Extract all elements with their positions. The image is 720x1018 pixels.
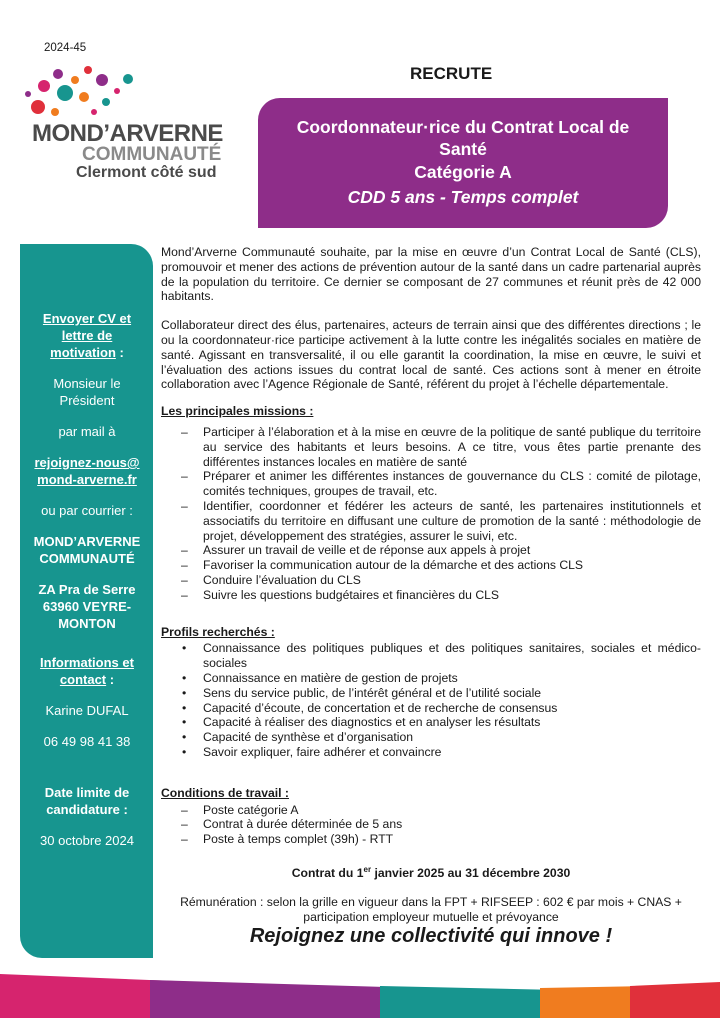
by-mail-label: par mail à xyxy=(58,424,116,439)
deadline-heading: Date limite de candidature : xyxy=(44,785,130,817)
remuneration: Rémunération : selon la grille en vigueur dans la FPT + RIFSEEP : 602 € par mois + CNAS + participation employeur mutuelle et prévoyance xyxy=(180,894,682,924)
job-title: Coordonnateur·rice du Contrat Local de Santé xyxy=(296,117,630,159)
info-heading: Informations et contact xyxy=(40,655,134,687)
recipient: Monsieur le Président xyxy=(53,376,121,408)
job-title-banner xyxy=(258,98,668,228)
logo xyxy=(22,64,238,194)
list-item: • Savoir expliquer, faire adhérer et convaincre xyxy=(161,745,701,760)
list-item: – Assurer un travail de veille et de réponse aux appels à projet xyxy=(161,543,701,558)
list-item: • Connaissance en matière de gestion de projets xyxy=(161,671,701,686)
intro-paragraph-2: Collaborateur direct des élus, partenaires, acteurs de terrain ainsi que des différentes directions ; le ou la coordonnateur·rice participe activement à la lutte contre les inégalités sociales en matière de santé. Agissant en transversalité, il ou elle garantit la coordination, la mise en œuvre, le suivi et l’évaluation des actions issues du contrat local de santé. Ces actions sont à mener en étroite collaboration avec l’Agence Régionale de Santé, référent du projet à l’échelle départementale. xyxy=(161,318,701,392)
contract-period: Contrat du 1er janvier 2025 au 31 décembre 2030 xyxy=(291,864,571,880)
profiles-list xyxy=(161,641,701,759)
postal-address: ZA Pra de Serre 63960 VEYRE-MONTON xyxy=(38,582,136,631)
job-contract: CDD 5 ans - Temps complet xyxy=(347,187,579,207)
logo-line-1: MOND’ARVERNE xyxy=(32,120,223,147)
list-item: • Capacité d’écoute, de concertation et de recherche de consensus xyxy=(161,701,701,716)
list-item: • Capacité à réaliser des diagnostics et en analyser les résultats xyxy=(161,715,701,730)
sidebar-contact xyxy=(30,310,144,849)
list-item: – Contrat à durée déterminée de 5 ans xyxy=(161,817,701,832)
list-item: • Connaissance des politiques publiques et des politiques sanitaires, sociales et médico-sociales xyxy=(161,641,701,671)
list-item: – Participer à l’élaboration et à la mise en œuvre de la politique de santé publique du territoire au service des habitants et leurs besoins. A ce titre, vous êtes partie prenante des différentes instances locales en matière de santé xyxy=(161,425,701,469)
contact-name: Karine DUFAL xyxy=(45,703,129,718)
list-item: • Sens du service public, de l’intérêt général et de l’utilité sociale xyxy=(161,686,701,701)
by-post-label: ou par courrier : xyxy=(41,503,133,518)
slogan: Rejoignez une collectivité qui innove ! xyxy=(249,925,613,947)
main-content xyxy=(161,245,701,924)
deadline-date: 30 octobre 2024 xyxy=(40,833,134,848)
recrute-heading: RECRUTE xyxy=(410,64,493,83)
logo-line-2: COMMUNAUTÉ xyxy=(82,144,222,165)
conditions-list xyxy=(161,803,701,847)
list-item: – Poste catégorie A xyxy=(161,803,701,818)
list-item: • Capacité de synthèse et d’organisation xyxy=(161,730,701,745)
list-item: – Suivre les questions budgétaires et financières du CLS xyxy=(161,588,701,603)
send-heading: Envoyer CV et lettre de motivation xyxy=(42,311,132,360)
contact-phone: 06 49 98 41 38 xyxy=(43,734,131,749)
email-link[interactable]: rejoignez-nous@mond-arverne.fr xyxy=(34,455,140,487)
job-category: Catégorie A xyxy=(414,162,512,182)
conditions-heading: Conditions de travail : xyxy=(161,785,289,800)
logo-dots-icon xyxy=(22,64,238,124)
intro-paragraph-1: Mond’Arverne Communauté souhaite, par la mise en œuvre d’un Contrat Local de Santé (CLS), promouvoir et mener des actions de prévention autour de la santé dans un cadre partenarial auprès de la population du territoire. Ce dernier se composant de 27 communes et réunit près de 42 000 habitants. xyxy=(161,245,701,304)
send-colon: : xyxy=(115,345,124,360)
profiles-heading: Profils recherchés : xyxy=(161,624,275,639)
info-colon: : xyxy=(106,672,115,687)
decorative-stripes xyxy=(0,968,720,1018)
reference-number: 2024-45 xyxy=(44,42,87,54)
list-item: – Poste à temps complet (39h) - RTT xyxy=(161,832,701,847)
missions-heading: Les principales missions : xyxy=(161,404,314,419)
logo-line-3: Clermont côté sud xyxy=(76,164,217,181)
missions-list xyxy=(161,425,701,603)
list-item: – Identifier, coordonner et fédérer les acteurs de santé, les partenaires institutionnels et associatifs du territoire en diffusant une culture de promotion de la santé : méthodologie de projet, développement des stratégies, assurer le suivi, etc. xyxy=(161,499,701,543)
list-item: – Préparer et animer les différentes instances de gouvernance du CLS : comité de pilotage, comités techniques, groupes de travail, etc. xyxy=(161,469,701,499)
list-item: – Conduire l’évaluation du CLS xyxy=(161,573,701,588)
list-item: – Favoriser la communication autour de la démarche et des actions CLS xyxy=(161,558,701,573)
org-name: MOND’ARVERNE COMMUNAUTÉ xyxy=(33,534,141,566)
